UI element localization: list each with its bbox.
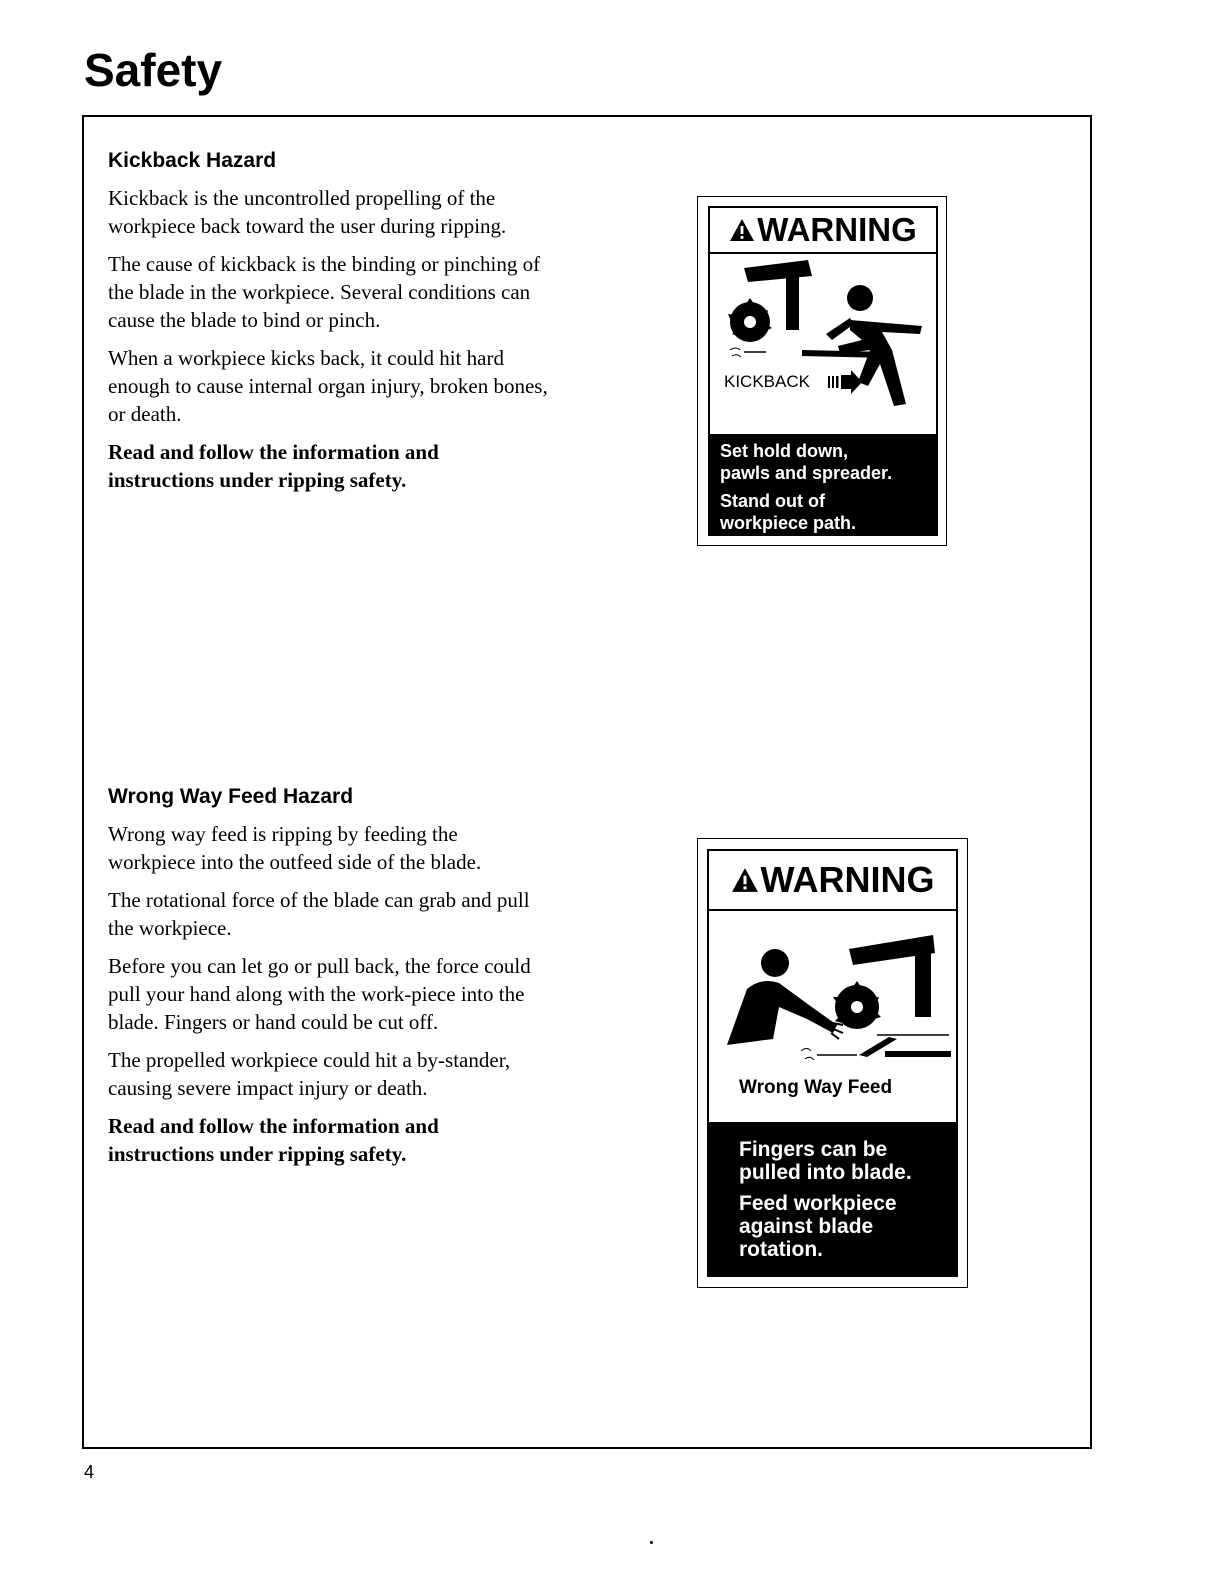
wrong-way-paragraph-2: The rotational force of the blade can grab and pull the workpiece. [108,888,530,940]
wrong-way-warning-header: WARNING [709,851,956,911]
wrong-way-label-line: against blade [739,1215,874,1238]
wrong-way-warning-label [707,849,958,1277]
kickback-heading: Kickback Hazard [108,149,277,172]
wrong-way-instruction: Read and follow the information and instructions under ripping safety. [108,1114,439,1166]
wrong-way-paragraph-4: The propelled workpiece could hit a by-stander, causing severe impact injury or death. [108,1048,511,1100]
kickback-paragraph-1: Kickback is the uncontrolled propelling of the workpiece back toward the user during ripping. [108,186,507,238]
scan-speck [650,1541,653,1544]
wrong-way-instruction-panel [709,1122,956,1275]
kickback-instruction-panel [710,434,936,534]
wrong-way-label-line: Fingers can be [739,1138,888,1161]
kickback-warning-header: WARNING [710,208,936,254]
wrong-way-label-line: pulled into blade. [739,1161,912,1184]
wrong-way-pictogram-icon [709,911,956,1081]
wrong-way-caption: Wrong Way Feed [739,1077,893,1098]
wrong-way-paragraph-1: Wrong way feed is ripping by feeding the workpiece into the outfeed side of the blade. [108,822,482,874]
wrong-way-paragraph-3: Before you can let go or pull back, the force could pull your hand along with the work-piece into the blade. Fingers or hand could be cut off. [108,954,531,1034]
wrong-way-label-line: rotation. [739,1238,823,1261]
kickback-paragraph-2: The cause of kickback is the binding or pinching of the blade in the workpiece. Several conditions can cause the blade to bind or pinch. [108,252,541,332]
page-number: 4 [84,1462,95,1482]
wrong-way-label-line: Feed workpiece [739,1192,897,1215]
wrong-way-heading: Wrong Way Feed Hazard [108,785,354,808]
page-title: Safety [84,44,223,96]
warning-triangle-icon [731,867,759,893]
kickback-pictogram-icon [710,254,936,436]
kickback-section [108,148,548,504]
kickback-label-line: workpiece path. [720,513,857,533]
kickback-warning-label [708,206,938,536]
warning-triangle-icon [729,218,755,242]
wrong-way-section [108,784,548,1178]
kickback-instruction: Read and follow the information and instructions under ripping safety. [108,440,439,492]
kickback-caption: KICKBACK [724,372,810,391]
kickback-paragraph-3: When a workpiece kicks back, it could hit hard enough to cause internal organ injury, broken bones, or death. [108,346,548,426]
kickback-label-line: Stand out of [720,491,825,511]
kickback-label-line: Set hold down, [720,441,848,461]
kickback-label-line: pawls and spreader. [720,463,893,483]
